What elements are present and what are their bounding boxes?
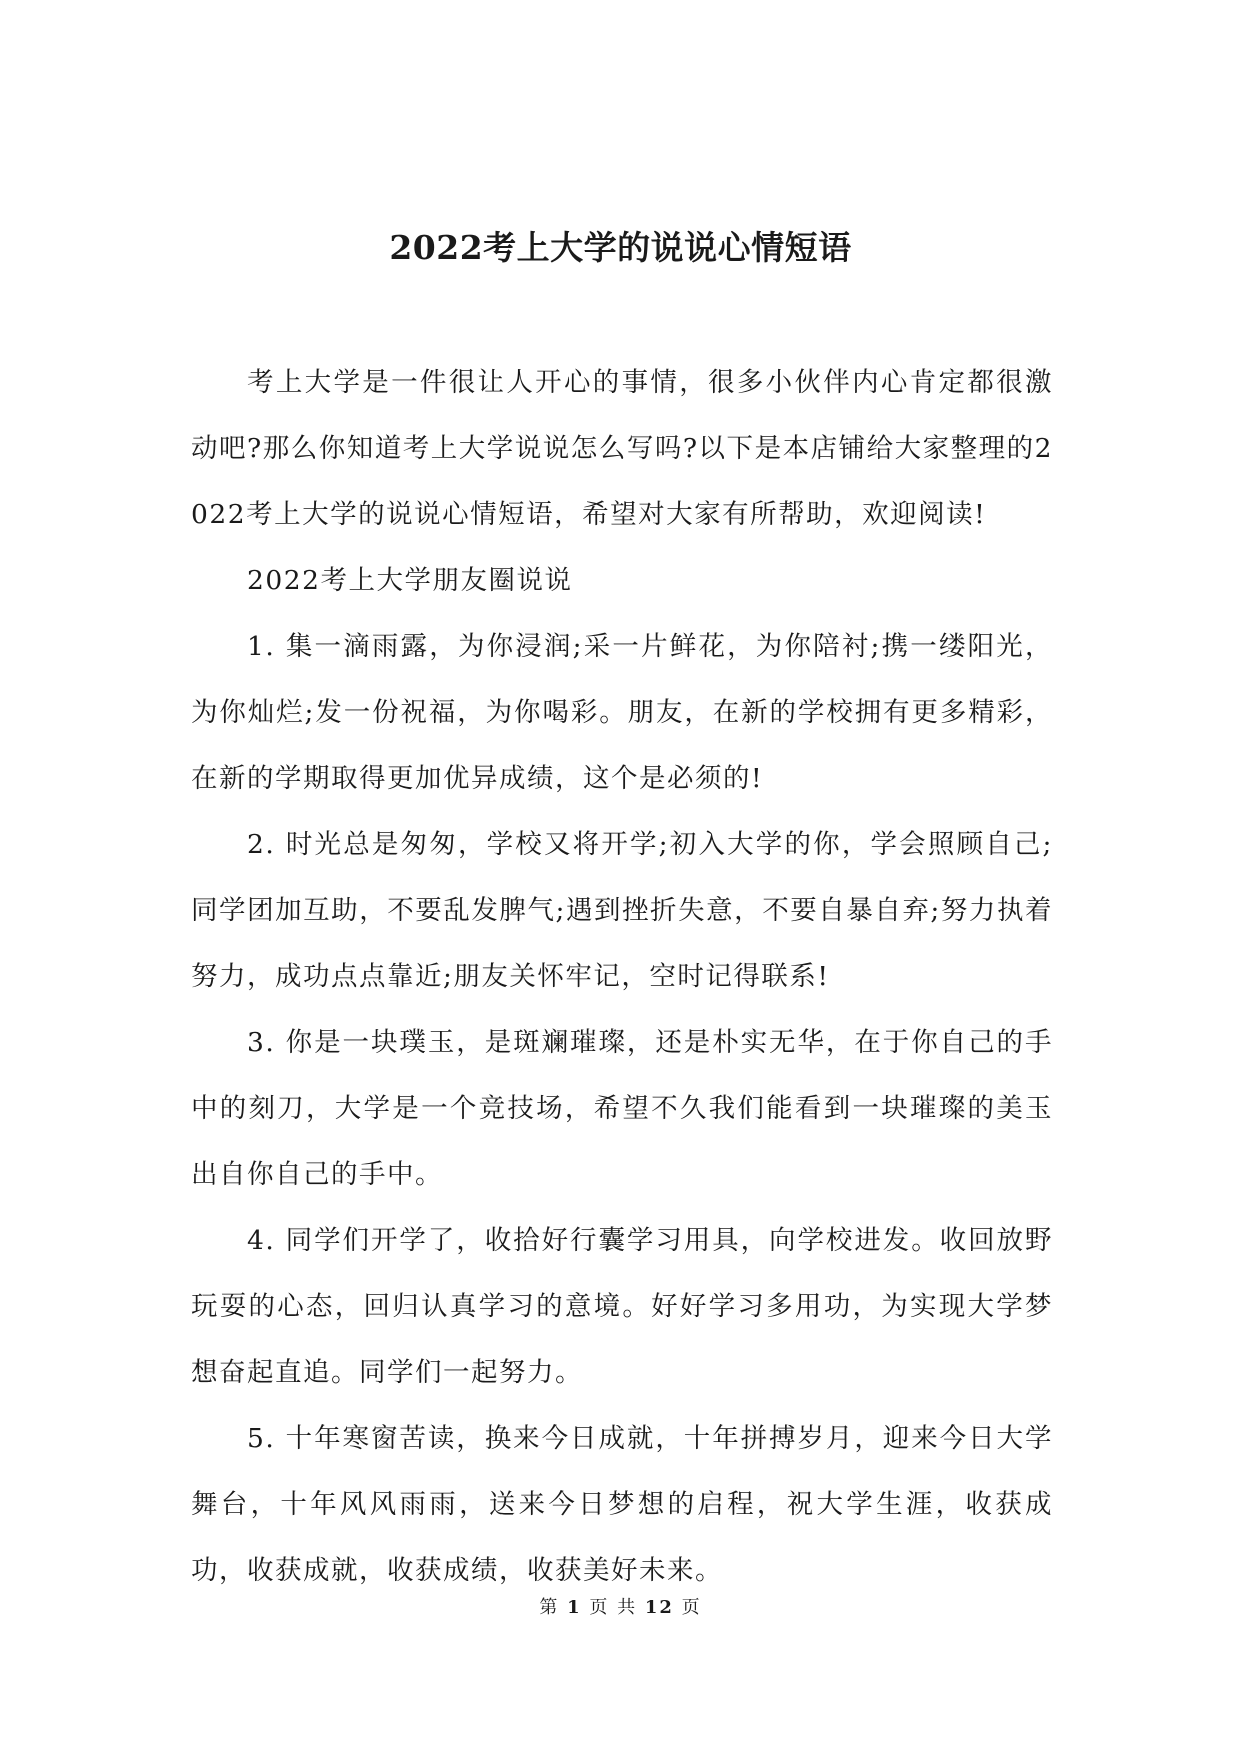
- footer-prefix: 第: [539, 1597, 560, 1618]
- page-footer: [0, 1596, 1241, 1620]
- total-pages-number: 12: [644, 1597, 674, 1618]
- section-heading: 2022考上大学朋友圈说说: [247, 565, 573, 596]
- footer-middle: 页 共: [589, 1597, 638, 1618]
- footer-suffix: 页: [681, 1597, 702, 1618]
- document-title: 2022考上大学的说说心情短语: [389, 228, 852, 267]
- list-item-2: 2. 时光总是匆匆，学校又将开学;初入大学的你，学会照顾自己;同学团加互助，不要乱发脾气;遇到挫折失意，不要自暴自弃;努力执着努力，成功点点靠近;朋友关怀牢记，空时记得联系!: [191, 829, 1053, 992]
- list-item-4: 4. 同学们开学了，收拾好行囊学习用具，向学校进发。收回放野玩耍的心态，回归认真学习的意境。好好学习多用功，为实现大学梦想奋起直追。同学们一起努力。: [191, 1225, 1053, 1388]
- current-page-number: 1: [567, 1597, 582, 1618]
- intro-paragraph: 考上大学是一件很让人开心的事情，很多小伙伴内心肯定都很激动吧?那么你知道考上大学说说怎么写吗?以下是本店铺给大家整理的2022考上大学的说说心情短语，希望对大家有所帮助，欢迎阅读!: [191, 367, 1053, 530]
- document-body: [191, 350, 1053, 1604]
- list-item-5: 5. 十年寒窗苦读，换来今日成就，十年拼搏岁月，迎来今日大学舞台，十年风风雨雨，送来今日梦想的启程，祝大学生涯，收获成功，收获成就，收获成绩，收获美好未来。: [191, 1423, 1053, 1586]
- list-item-1: 1. 集一滴雨露，为你浸润;采一片鲜花，为你陪衬;携一缕阳光，为你灿烂;发一份祝福，为你喝彩。朋友，在新的学校拥有更多精彩，在新的学期取得更加优异成绩，这个是必须的!: [191, 631, 1053, 794]
- list-item-3: 3. 你是一块璞玉，是斑斓璀璨，还是朴实无华，在于你自己的手中的刻刀，大学是一个竞技场，希望不久我们能看到一块璀璨的美玉出自你自己的手中。: [191, 1027, 1053, 1190]
